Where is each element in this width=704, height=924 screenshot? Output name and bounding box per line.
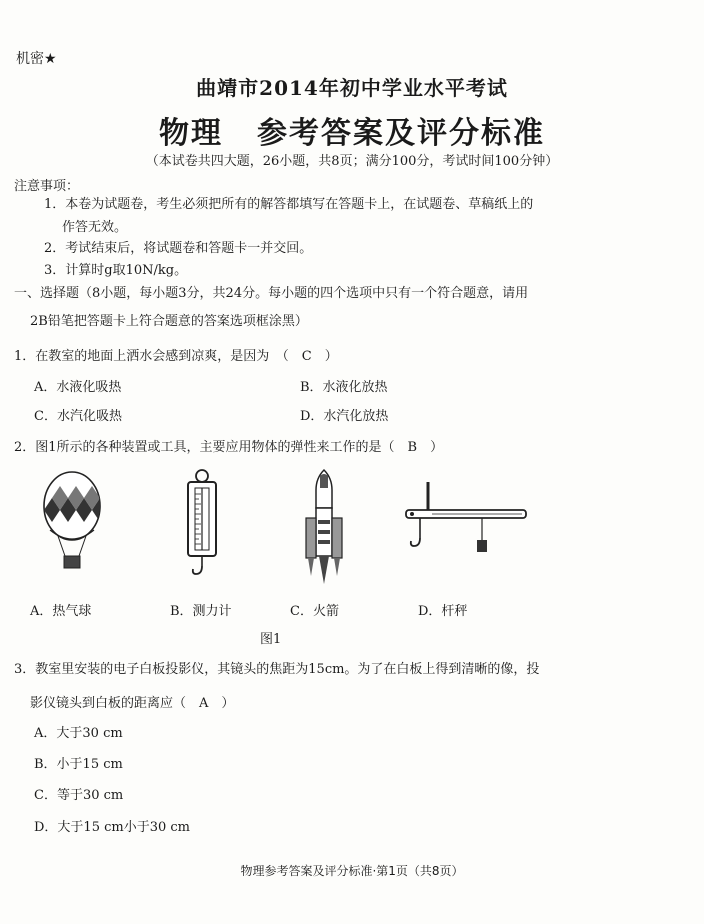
- question-1-option-c: C．水汽化吸热: [34, 409, 122, 424]
- question-2-stem: 2．图1所示的各种装置或工具，主要应用物体的弹性来工作的是（ B ）: [14, 440, 444, 455]
- question-1-option-d: D．水汽化放热: [300, 409, 389, 424]
- question-3-option-c: C．等于30 cm: [34, 788, 124, 803]
- question-2-option-b: B．测力计: [170, 604, 232, 619]
- page-footer: 物理参考答案及评分标准·第1页（共8页）: [240, 864, 464, 878]
- question-2-option-d: D．杆秤: [418, 604, 468, 619]
- rocket-icon: [302, 468, 346, 586]
- notice-item-3: 3．计算时g取10N/kg。: [44, 263, 188, 278]
- question-3-stem-cont: 影仪镜头到白板的距离应（ A ）: [30, 696, 235, 711]
- notice-heading: 注意事项：: [14, 179, 80, 194]
- question-3-option-b: B．小于15 cm: [34, 757, 123, 772]
- question-3-option-a: A．大于30 cm: [34, 726, 123, 741]
- question-1-option-b: B．水液化放热: [300, 380, 388, 395]
- subject-name: 物理: [159, 116, 223, 151]
- question-3-option-d: D．大于15 cm小于30 cm: [34, 820, 190, 835]
- hot-air-balloon-icon: [40, 470, 104, 574]
- notice-item-1-cont: 作答无效。: [62, 220, 128, 235]
- secret-mark: 机密★: [16, 51, 57, 67]
- notice-item-2: 2．考试结束后，将试题卷和答题卡一并交回。: [44, 241, 313, 256]
- question-2-option-c: C．火箭: [290, 604, 339, 619]
- spring-scale-icon: [180, 468, 224, 580]
- question-2-option-a: A．热气球: [30, 604, 92, 619]
- question-3-stem: 3．教室里安装的电子白板投影仪，其镜头的焦距为15cm。为了在白板上得到清晰的像，投: [14, 662, 540, 677]
- steelyard-icon: [402, 480, 532, 558]
- figure-caption: 图1: [260, 632, 282, 647]
- exam-info: （本试卷共四大题，26小题，共8页；满分100分，考试时间100分钟）: [145, 154, 559, 169]
- section-heading-cont: 2B铅笔把答题卡上符合题意的答案选项框涂黑）: [30, 314, 308, 329]
- exam-title: 曲靖市2014年初中学业水平考试: [196, 76, 508, 100]
- document-type: 参考答案及评分标准: [257, 116, 545, 151]
- notice-item-1: 1．本卷为试题卷，考生必须把所有的解答都填写在答题卡上，在试题卷、草稿纸上的: [44, 197, 534, 212]
- section-heading: 一、选择题（8小题，每小题3分，共24分。每小题的四个选项中只有一个符合题意，请用: [14, 286, 529, 301]
- document-title: [0, 108, 704, 152]
- question-1-stem: 1．在教室的地面上洒水会感到凉爽，是因为 （ C ）: [14, 349, 338, 364]
- question-1-option-a: A．水液化吸热: [34, 380, 122, 395]
